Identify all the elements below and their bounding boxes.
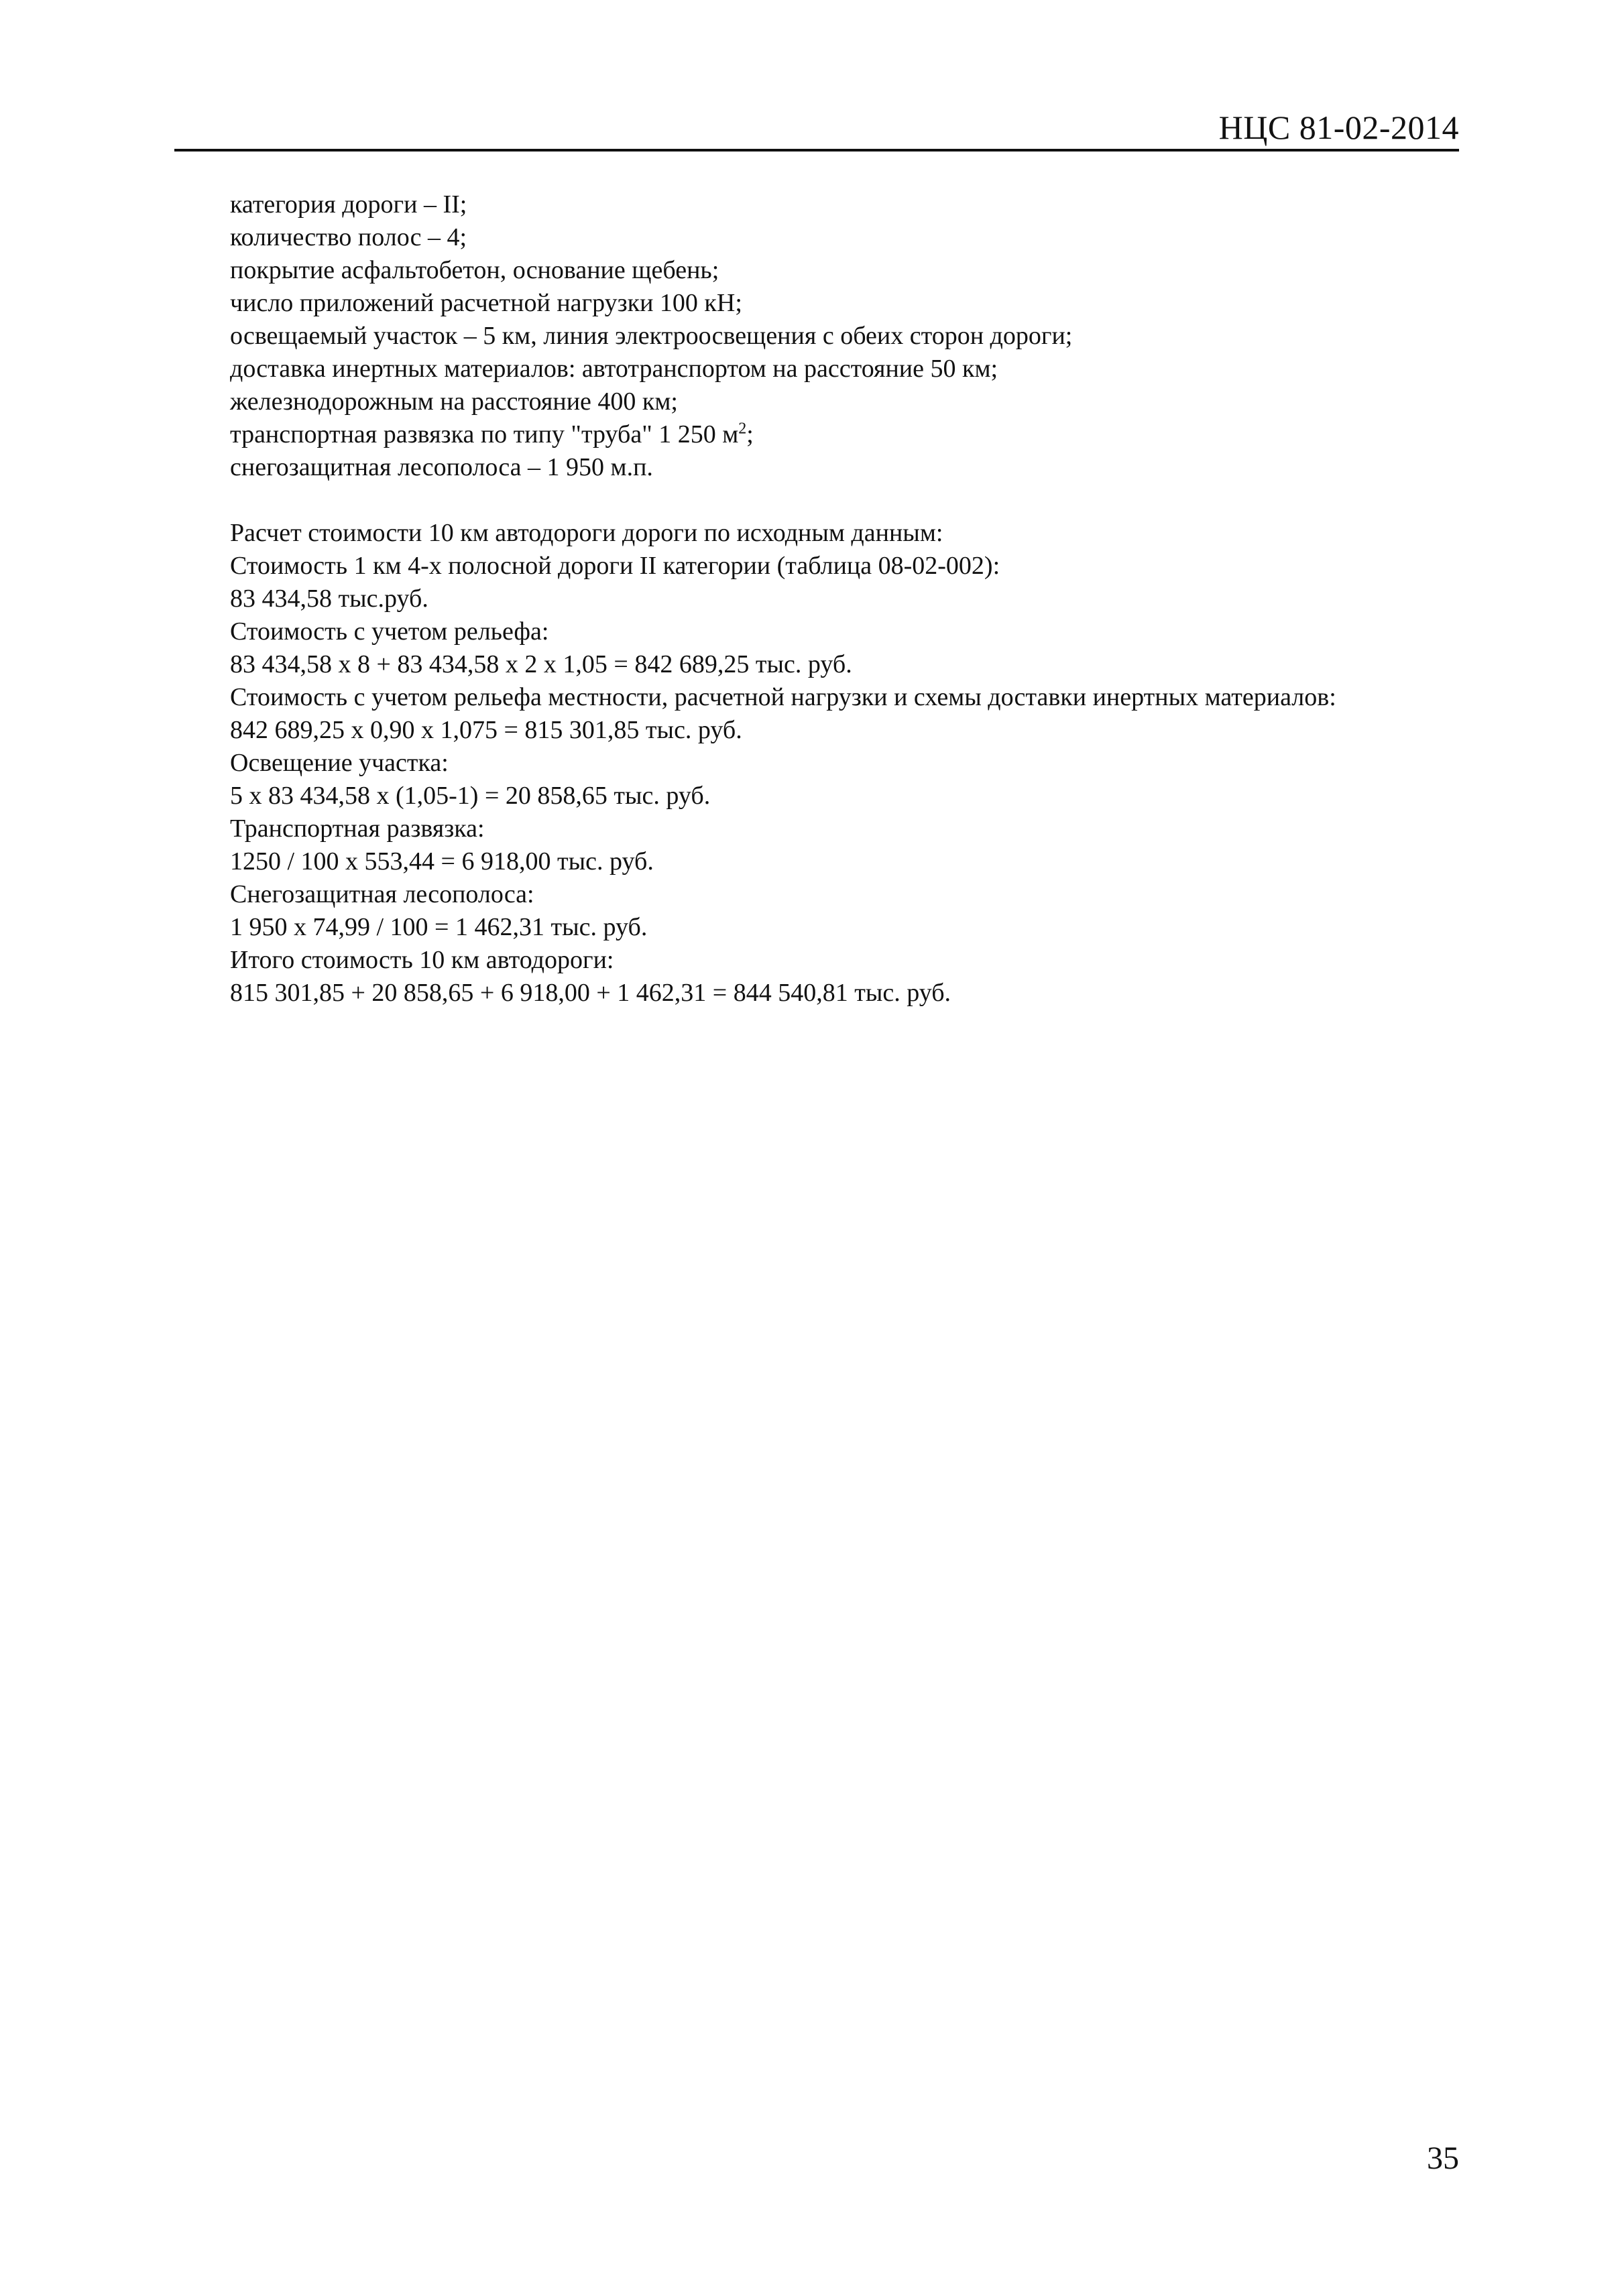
adjusted-cost-formula: 842 689,25 х 0,90 х 1,075 = 815 301,85 тыс. руб. (230, 716, 742, 744)
square-superscript: 2 (738, 420, 747, 438)
source-line-shelterbelt: снегозащитная лесополоса – 1 950 м.п. (230, 453, 653, 481)
source-line-pavement: покрытие асфальтобетон, основание щебень; (230, 256, 719, 284)
page-number: 35 (1427, 2140, 1459, 2176)
base-cost-label: Стоимость 1 км 4-х полосной дороги II категории (таблица 08-02-002): (230, 552, 1000, 580)
base-cost-value: 83 434,58 тыс.руб. (230, 585, 428, 613)
source-line-load: число приложений расчетной нагрузки 100 кН; (230, 289, 742, 317)
document-code: НЦС 81-02-2014 (1218, 109, 1459, 146)
lighting-cost-label: Освещение участка: (230, 749, 449, 777)
total-cost-label: Итого стоимость 10 км автодороги: (230, 946, 614, 974)
relief-cost-label: Стоимость с учетом рельефа: (230, 617, 549, 646)
source-data-section (230, 188, 1491, 484)
interchange-cost-formula: 1250 / 100 х 553,44 = 6 918,00 тыс. руб. (230, 847, 654, 875)
source-line-road-category: категория дороги – II; (230, 190, 467, 219)
source-line-rail-delivery: железнодорожным на расстояние 400 км; (230, 387, 678, 416)
adjusted-cost-label: Стоимость с учетом рельефа местности, расчетной нагрузки и схемы доставки инертных материалов: (230, 683, 1336, 711)
lighting-cost-formula: 5 х 83 434,58 х (1,05-1) = 20 858,65 тыс. руб. (230, 782, 711, 810)
source-line-interchange (230, 418, 1491, 451)
interchange-cost-label: Транспортная развязка: (230, 814, 485, 843)
calculation-section (230, 517, 1491, 1010)
source-line-truck-delivery: доставка инертных материалов: автотранспортом на расстояние 50 км; (230, 355, 998, 383)
shelterbelt-cost-formula: 1 950 х 74,99 / 100 = 1 462,31 тыс. руб. (230, 913, 648, 941)
document-body (230, 188, 1491, 1010)
source-line-lanes: количество полос – 4; (230, 223, 467, 251)
interchange-suffix: ; (746, 420, 754, 448)
source-line-lighting: освещаемый участок – 5 км, линия электроосвещения с обеих сторон дороги; (230, 322, 1073, 350)
paragraph-gap (230, 484, 1491, 517)
total-cost-formula: 815 301,85 + 20 858,65 + 6 918,00 + 1 462,31 = 844 540,81 тыс. руб. (230, 979, 951, 1007)
shelterbelt-cost-label: Снегозащитная лесополоса: (230, 880, 534, 908)
header-rule (174, 149, 1459, 152)
calculation-title: Расчет стоимости 10 км автодороги дороги по исходным данным: (230, 519, 943, 547)
relief-cost-formula: 83 434,58 х 8 + 83 434,58 х 2 х 1,05 = 842 689,25 тыс. руб. (230, 650, 852, 678)
interchange-text: транспортная развязка по типу "труба" 1 250 м (230, 420, 739, 448)
